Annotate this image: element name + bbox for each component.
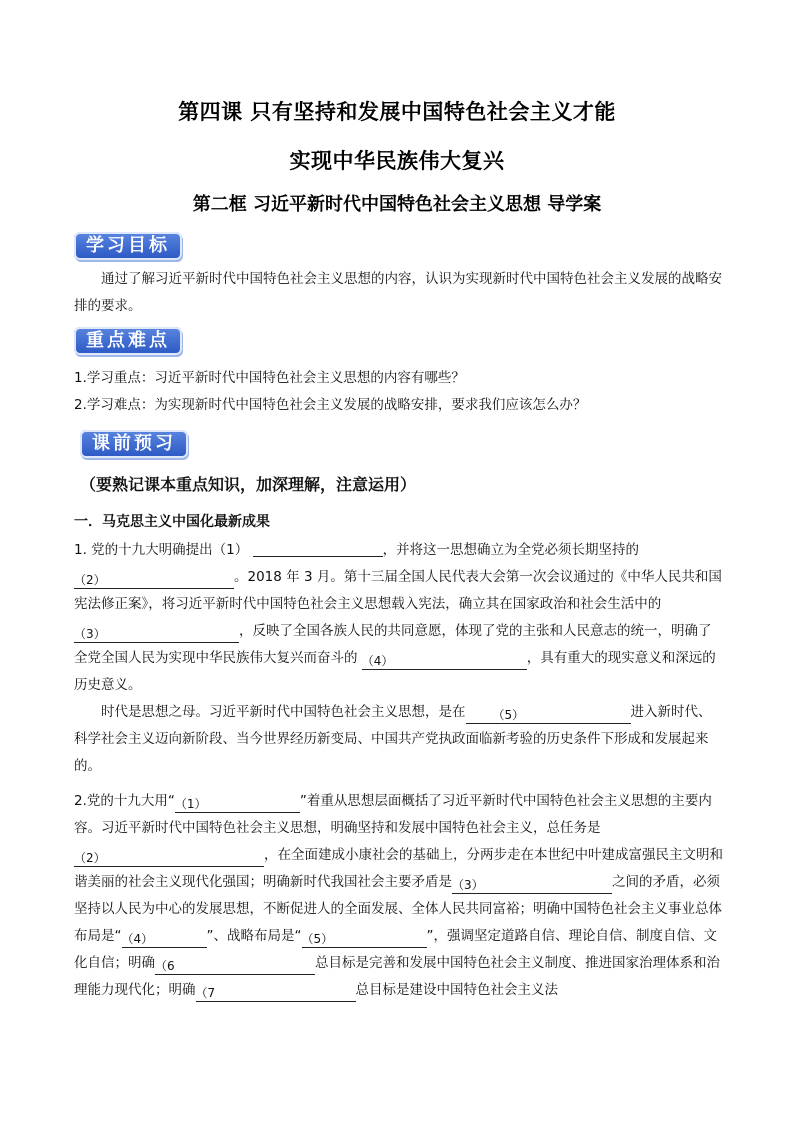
- fill-blank[interactable]: [452, 877, 612, 894]
- blank-number: （3）: [74, 627, 106, 641]
- learning-objective-badge: 学习目标: [74, 232, 182, 260]
- fill-blank[interactable]: [155, 958, 315, 975]
- paragraph-text: 进入新时代、科学社会主义迈向新阶段、当今世界经历新变局、中国共产党执政面临新考验的历史条件下形成和发展起来的。: [74, 704, 712, 774]
- paragraph-text: 时代是思想之母。习近平新时代中国特色社会主义思想，是在: [101, 704, 466, 720]
- lesson-title-continued: 实现中华民族伟大复兴: [289, 148, 505, 173]
- paragraph-text: 2.党的十九大用“: [74, 793, 175, 809]
- paragraph-text: ，反映了全国各族人民的共同意愿，体现了党的主张和人民意志的统一，明确了全党全国人民为实现中华民族伟大复兴而奋斗的: [74, 623, 712, 666]
- paragraph-text: 之间的矛盾，必须坚持以人民为中心的发展思想，不断促进人的全面发展、全体人民共同富裕；明确中国特色社会主义事业总体布局是“: [74, 874, 722, 944]
- fill-blank[interactable]: [302, 931, 427, 948]
- paragraph-1: [74, 537, 724, 699]
- section-subtitle: 第二框 习近平新时代中国特色社会主义思想 导学案: [192, 194, 602, 215]
- paragraph-2: [74, 699, 724, 780]
- blank-number: （2）: [74, 851, 106, 865]
- blank-number: （4）: [361, 654, 394, 668]
- learning-objective-text: 通过了解习近平新时代中国特色社会主义思想的内容，认识为实现新时代中国特色社会主义发展的战略安排的要求。: [74, 271, 722, 314]
- paragraph-text: ，并将这一思想确立为全党必须长期坚持的: [382, 542, 640, 558]
- key-difficult-points-badge: 重点难点: [74, 327, 182, 355]
- fill-blank[interactable]: [122, 931, 207, 948]
- fill-blank[interactable]: [74, 850, 264, 867]
- blank-number: （5）: [492, 708, 525, 722]
- paragraph-text: 总目标是完善和发展中国特色社会主义制度、推进国家治理体系和治理能力现代化；明确: [74, 955, 720, 998]
- blank-number: （1）: [174, 797, 207, 811]
- paragraph-3: [74, 788, 724, 1004]
- fill-blank[interactable]: [196, 985, 356, 1002]
- lesson-title: 第四课 只有坚持和发展中国特色社会主义才能: [178, 99, 616, 124]
- fill-blank[interactable]: [74, 572, 234, 589]
- paragraph-text: 1. 党的十九大明确提出（1）: [74, 542, 249, 558]
- preview-badge: 课前预习: [80, 430, 188, 458]
- blank-number: （4）: [121, 932, 154, 946]
- paragraph-text: ，具有重大的现实意义和深远的历史意义。: [74, 650, 716, 693]
- blank-number: （7: [195, 986, 216, 1000]
- fill-blank[interactable]: [74, 626, 239, 643]
- fill-blank[interactable]: [466, 707, 631, 724]
- fill-blank[interactable]: [175, 796, 300, 813]
- preview-note: （要熟记课本重点知识，加深理解，注意运用）: [80, 475, 417, 494]
- paragraph-text: ”，强调坚定道路自信、理论自信、制度自信、文化自信；明确: [74, 928, 717, 971]
- blank-number: （5）: [301, 932, 334, 946]
- fill-blank[interactable]: [253, 540, 383, 557]
- section-heading: 一．马克思主义中国化最新成果: [74, 514, 270, 530]
- blank-number: （6: [155, 959, 175, 973]
- paragraph-text: ”着重从思想层面概括了习近平新时代中国特色社会主义思想的主要内容。习近平新时代中国特色社会主义思想，明确坚持和发展中国特色社会主义，总任务是: [74, 793, 712, 836]
- fill-blank[interactable]: [362, 653, 527, 670]
- paragraph-text: ”、战略布局是“: [206, 928, 302, 944]
- key-point-text: 1.学习重点：习近平新时代中国特色社会主义思想的内容有哪些？: [74, 370, 465, 386]
- blank-number: （3）: [452, 878, 484, 892]
- blank-number: （2）: [74, 573, 106, 587]
- difficult-point-text: 2.学习难点：为实现新时代中国特色社会主义发展的战略安排，要求我们应该怎么办？: [74, 397, 587, 413]
- paragraph-text: ，在全面建成小康社会的基础上，分两步走在本世纪中叶建成富强民主文明和谐美丽的社会主义现代化强国；明确新时代我国社会主要矛盾是: [74, 847, 723, 890]
- paragraph-text: 。2018 年 3 月。第十三届全国人民代表大会第一次会议通过的《中华人民共和国宪法修正案》，将习近平新时代中国特色社会主义思想载入宪法，确立其在国家政治和社会生活中的: [74, 569, 722, 612]
- paragraph-text: 总目标是建设中国特色社会主义法: [355, 982, 558, 998]
